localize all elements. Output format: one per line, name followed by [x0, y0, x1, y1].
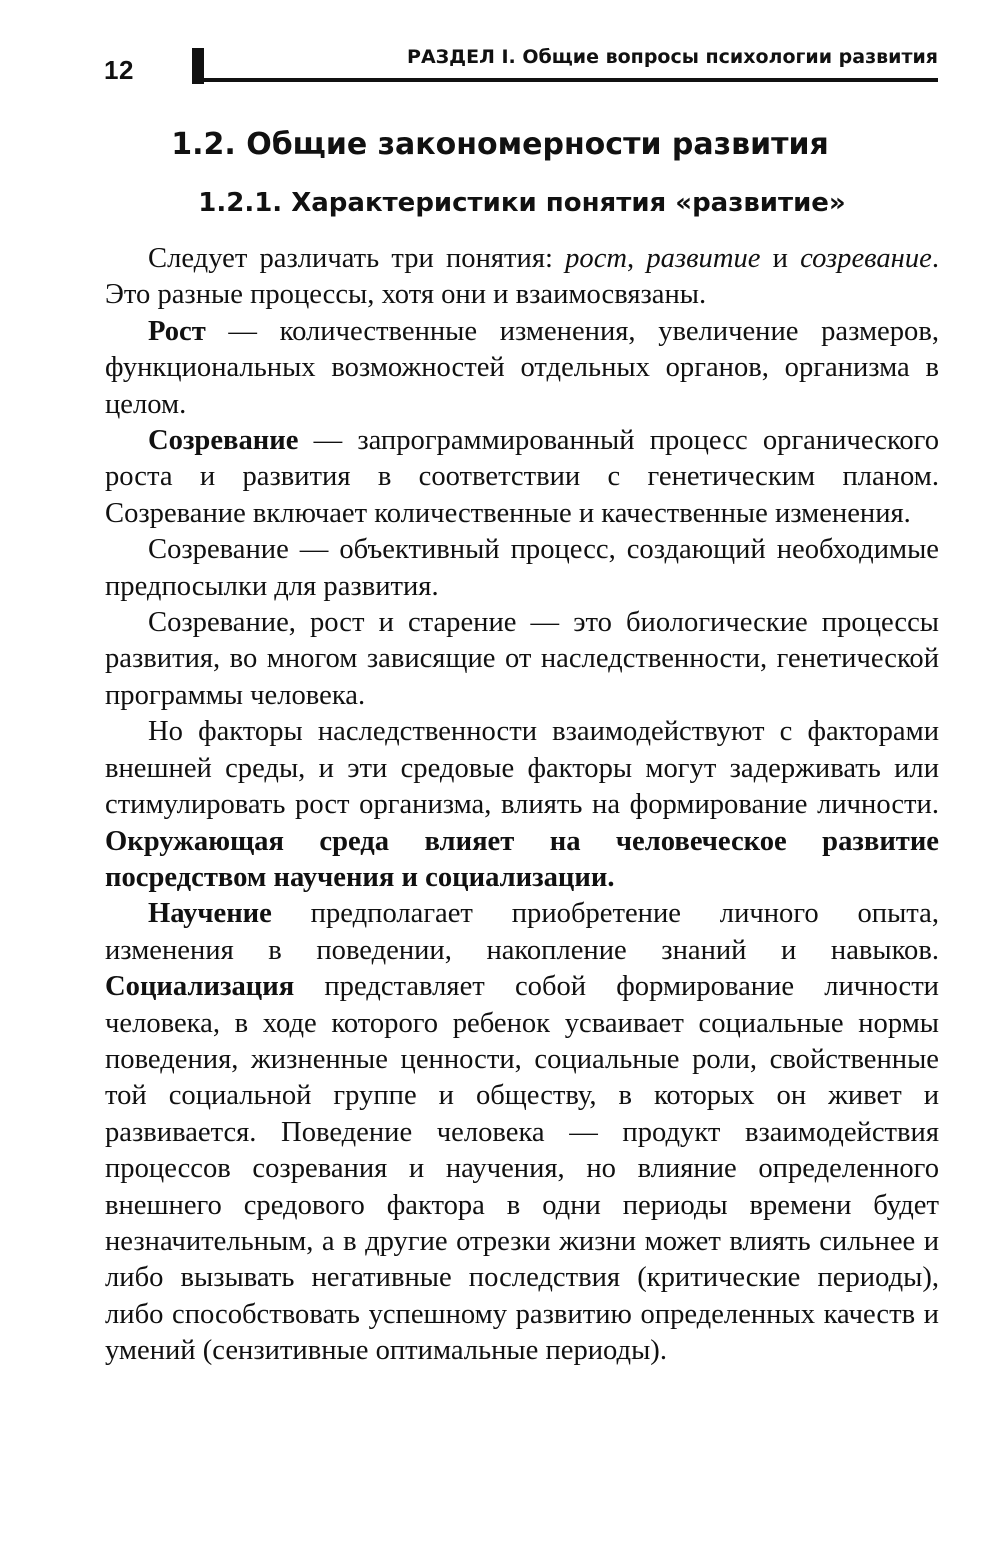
term-maturation-italic: созревание	[800, 243, 932, 274]
running-head: РАЗДЕЛ I. Общие вопросы психологии развития	[407, 46, 938, 68]
term-learning: Научение	[148, 898, 272, 930]
term-growth-italic: рост	[565, 243, 628, 274]
section-title: 1.2. Общие закономерности развития	[171, 127, 829, 162]
term-socialization: Социализация	[105, 971, 295, 1003]
environment-statement: Окружающая среда влияет на человеческое развитие посредством научения и социализации.	[105, 825, 939, 893]
paragraph-growth: Рост — количественные изменения, увеличение размеров, функциональных возможностей отдельных органов, организма в целом.	[105, 315, 939, 420]
term-development-italic: развитие	[646, 243, 761, 274]
header-rule	[192, 78, 938, 82]
page-number: 12	[104, 55, 134, 85]
body-text	[105, 241, 939, 1370]
paragraph-biological-processes: Созревание, рост и старение — это биологические процессы развития, во многом зависящие от наследственности, генетической программы человека.	[105, 607, 939, 711]
paragraph-maturation-objective: Созревание — объективный процесс, создающий необходимые предпосылки для развития.	[105, 534, 939, 602]
paragraph-learning-socialization: Научение предполагает приобретение личного опыта, изменения в поведении, накопление знаний и навыков. Социализация представляет собой формирование личности человека, в ходе которого ребенок усваивает социальные нормы поведения, жизненные ценности, социальные роли, свойственные той социальной группе и обществу, в которых он живет и развивается. Поведение человека — продукт взаимодействия процессов созревания и научения, но влияние определенного внешнего средового фактора в одни периоды времени будет незначительным, а в другие отрезки жизни может влиять сильнее и либо вызывать негативные последствия (критические периоды), либо способствовать успешному развитию определенных качеств и умений (сензитивные оптимальные периоды).	[105, 898, 939, 1367]
term-maturation: Созревание	[148, 425, 299, 457]
paragraph-concepts: Следует различать три понятия: рост, развитие и созревание. Это разные процессы, хотя они и взаимосвязаны.	[105, 243, 939, 311]
paragraph-environment: Но факторы наследственности взаимодействуют с факторами внешней среды, и эти средовые факторы могут задерживать или стимулировать рост организма, влиять на формирование личности. Окружающая среда влияет на человеческое развитие посредством научения и социализации.	[105, 716, 939, 893]
term-growth: Рост	[148, 315, 206, 347]
paragraph-maturation: Созревание — запрограммированный процесс органического роста и развития в соответствии с генетическим планом. Созревание включает количественные и качественные изменения.	[105, 425, 939, 529]
subsection-title: 1.2.1. Характеристики понятия «развитие»	[198, 188, 846, 218]
